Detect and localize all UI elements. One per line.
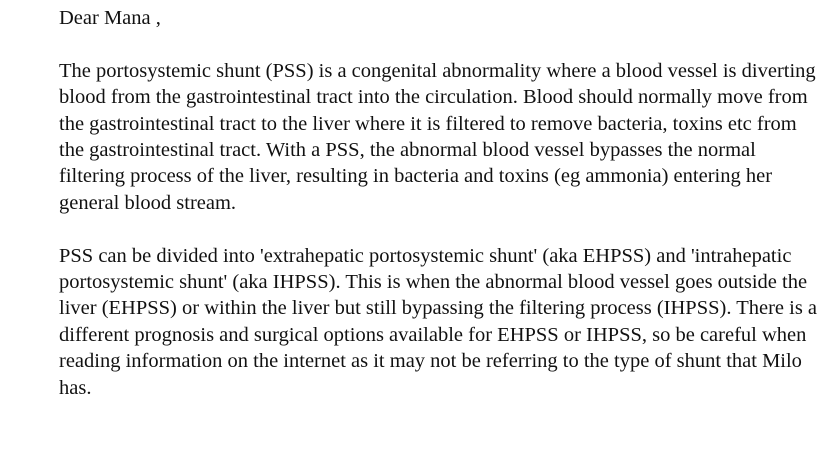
- letter-body: [59, 5, 819, 401]
- greeting: Dear Mana ,: [59, 7, 161, 29]
- paragraph-pss-definition: The portosystemic shunt (PSS) is a congenital abnormality where a blood vessel is diverting blood from the gastrointestinal tract into the circulation. Blood should normally move from the gastrointestinal tract to the liver where it is filtered to remove bacteria, toxins etc from the gastrointestinal tract. With a PSS, the abnormal blood vessel bypasses the normal filtering process of the liver, resulting in bacteria and toxins (eg ammonia) entering her general blood stream.: [59, 59, 816, 214]
- paragraph-pss-types: PSS can be divided into 'extrahepatic portosystemic shunt' (aka EHPSS) and 'intrahepatic portosystemic shunt' (aka IHPSS). This is when the abnormal blood vessel goes outside the liver (EHPSS) or within the liver but still bypassing the filtering process (IHPSS). There is a different prognosis and surgical options available for EHPSS or IHPSS, so be careful when reading information on the internet as it may not be referring to the type of shunt that Milo has.: [59, 244, 818, 399]
